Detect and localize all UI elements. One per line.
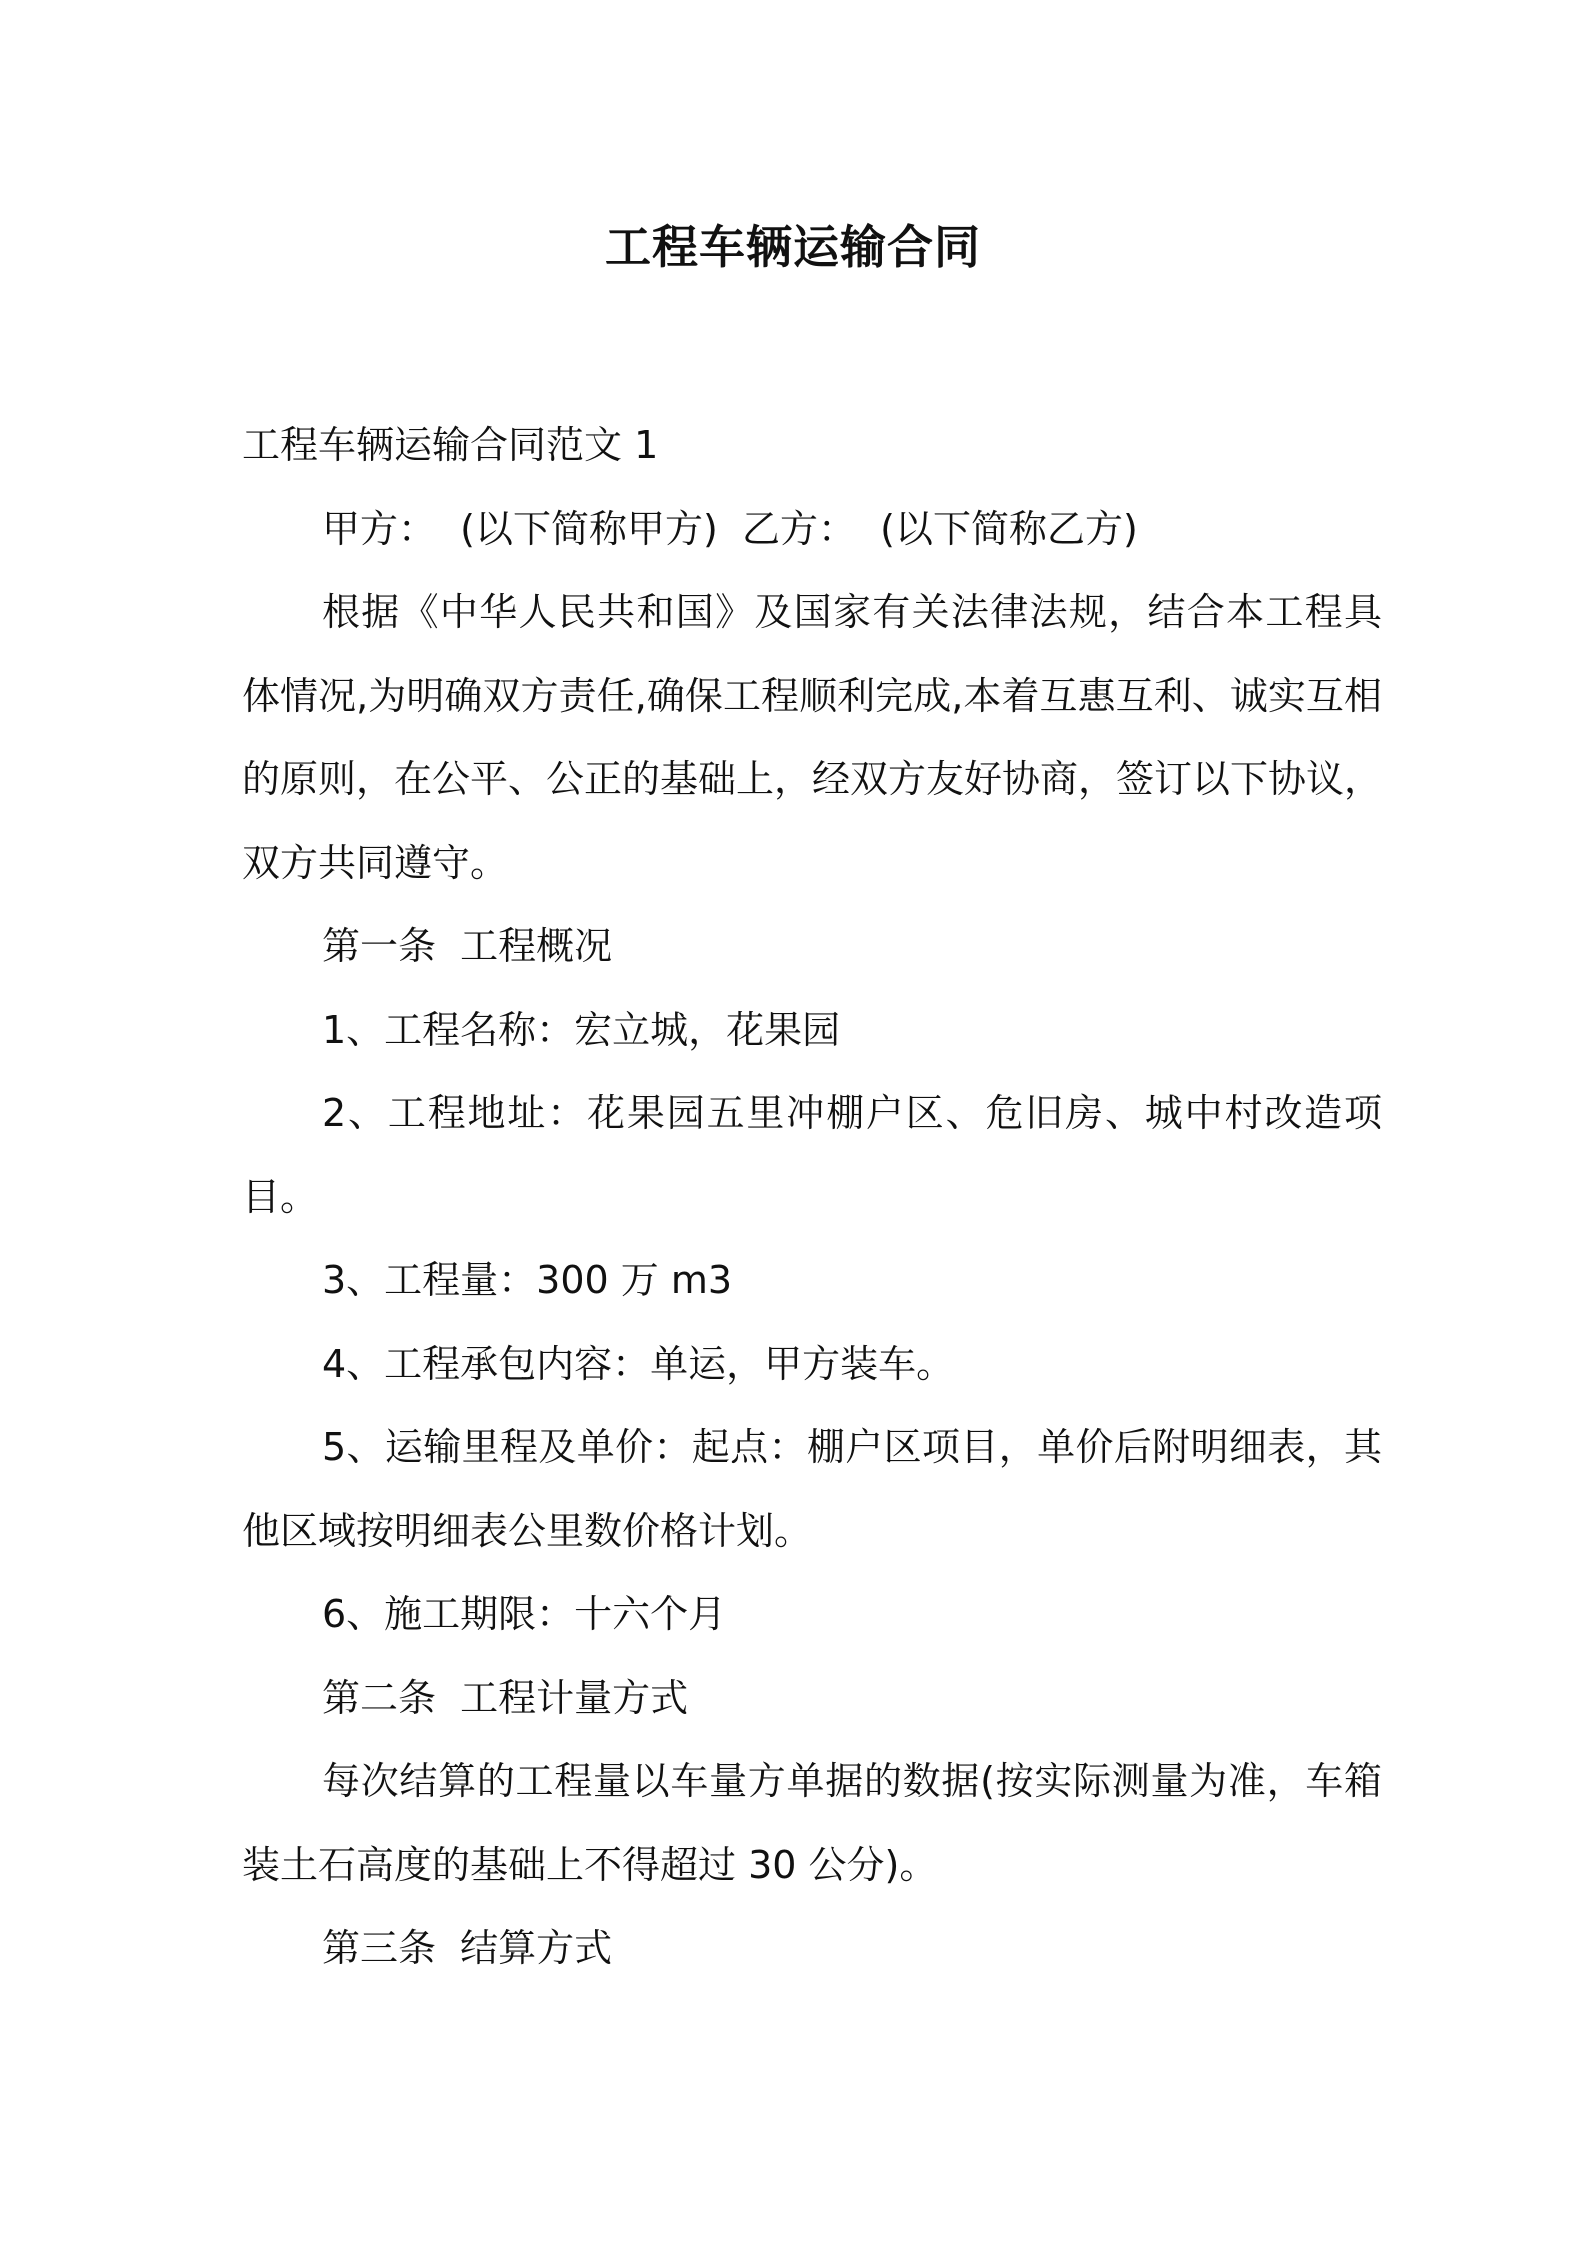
document-title: 工程车辆运输合同 (605, 220, 981, 274)
parties-line: 甲方： (以下简称甲方) 乙方： (以下简称乙方) (322, 506, 1138, 551)
clause-mileage-price: 5、运输里程及单价：起点：棚户区项目，单价后附明细表，其他区域按明细表公里数价格计划。 (242, 1425, 1382, 1553)
document-body (242, 404, 1382, 1991)
document-subtitle: 工程车辆运输合同范文 1 (242, 423, 659, 467)
clause-project-address: 2、工程地址：花果园五里冲棚户区、危旧房、城中村改造项目。 (242, 1091, 1382, 1219)
clause-project-name: 1、工程名称：宏立城，花果园 (322, 1007, 841, 1052)
clause-contract-scope: 4、工程承包内容：单运，甲方装车。 (322, 1341, 955, 1386)
article-3-heading: 第三条 结算方式 (322, 1926, 613, 1970)
clause-project-quantity: 3、工程量：300 万 m3 (322, 1258, 733, 1302)
article-2-heading: 第二条 工程计量方式 (322, 1675, 689, 1720)
measurement-paragraph: 每次结算的工程量以车量方单据的数据(按实际测量为准，车箱装土石高度的基础上不得超过 30 公分)。 (242, 1759, 1382, 1887)
preamble-paragraph: 根据《中华人民共和国》及国家有关法律法规，结合本工程具体情况,为明确双方责任,确保工程顺利完成,本着互惠互利、诚实互相的原则，在公平、公正的基础上，经双方友好协商，签订以下协议，双方共同遵守。 (242, 590, 1383, 885)
clause-construction-period: 6、施工期限：十六个月 (322, 1592, 727, 1636)
article-1-heading: 第一条 工程概况 (322, 924, 613, 968)
